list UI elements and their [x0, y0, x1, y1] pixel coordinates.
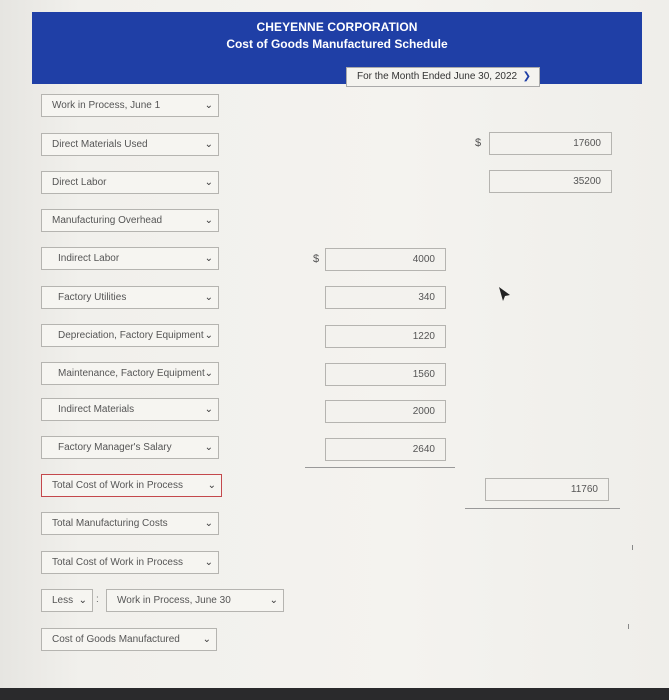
company-name: CHEYENNE CORPORATION: [256, 20, 418, 34]
select-label: Factory Manager's Salary: [58, 442, 172, 453]
chevron-down-icon: ⌄: [202, 634, 211, 645]
scroll-tick: [632, 545, 633, 550]
chevron-down-icon: ⌄: [204, 100, 213, 111]
colon-separator: :: [96, 594, 99, 605]
chevron-down-icon: ⌄: [204, 253, 213, 264]
dollar-sign: $: [475, 137, 482, 149]
less-select[interactable]: [41, 589, 93, 612]
amount-input-direct-labor[interactable]: 35200: [489, 170, 612, 193]
chevron-down-icon: ⌄: [207, 480, 216, 491]
select-label: Factory Utilities: [58, 292, 127, 303]
chevron-down-icon: ⌄: [204, 139, 213, 150]
amount-input-maintenance[interactable]: 1560: [325, 363, 446, 386]
amount-input-factory-manager-salary[interactable]: 2640: [325, 438, 446, 461]
label-select-manufacturing-overhead[interactable]: [41, 209, 219, 232]
select-label: Work in Process, June 30: [117, 595, 231, 606]
schedule-title: Cost of Goods Manufactured Schedule: [226, 37, 448, 51]
select-label: Depreciation, Factory Equipment: [58, 330, 204, 341]
amount-input-indirect-labor[interactable]: 4000: [325, 248, 446, 271]
label-select-indirect-materials[interactable]: [41, 398, 219, 421]
select-label: Indirect Materials: [58, 404, 135, 415]
label-select-total-cost-wip[interactable]: [41, 551, 219, 574]
dollar-sign: $: [313, 253, 320, 265]
chevron-down-icon: ⌄: [204, 330, 213, 341]
label-select-wip-june30[interactable]: [106, 589, 284, 612]
amount-input-factory-utilities[interactable]: 340: [325, 286, 446, 309]
schedule-header: [32, 12, 642, 84]
select-label: Total Manufacturing Costs: [52, 518, 168, 529]
chevron-down-icon: ⌄: [204, 292, 213, 303]
label-select-direct-labor[interactable]: [41, 171, 219, 194]
chevron-down-icon: ⌄: [204, 442, 213, 453]
select-label: Direct Materials Used: [52, 139, 148, 150]
select-label: Maintenance, Factory Equipment: [58, 368, 205, 379]
chevron-down-icon: ⌄: [269, 595, 278, 606]
select-label: Direct Labor: [52, 177, 107, 188]
label-select-depreciation[interactable]: [41, 324, 219, 347]
chevron-down-icon: ⌄: [78, 595, 87, 606]
select-label: Indirect Labor: [58, 253, 120, 264]
chevron-down-icon: ❯: [522, 71, 531, 82]
select-label: Cost of Goods Manufactured: [52, 634, 180, 645]
label-select-total-cost-wip-overhead[interactable]: [41, 474, 222, 497]
amount-input-depreciation[interactable]: 1220: [325, 325, 446, 348]
subtotal-rule: [305, 467, 455, 468]
period-select-value: For the Month Ended June 30, 2022: [357, 71, 518, 82]
amount-input-direct-materials-used[interactable]: 17600: [489, 132, 612, 155]
amount-input-indirect-materials[interactable]: 2000: [325, 400, 446, 423]
period-select[interactable]: [346, 67, 540, 87]
label-select-direct-materials-used[interactable]: [41, 133, 219, 156]
label-select-factory-utilities[interactable]: [41, 286, 219, 309]
scroll-tick: [628, 624, 629, 629]
chevron-down-icon: ⌄: [204, 215, 213, 226]
chevron-down-icon: ⌄: [204, 518, 213, 529]
amount-input-total-cost-wip-overhead[interactable]: 11760: [485, 478, 609, 501]
chevron-down-icon: ⌄: [204, 368, 213, 379]
chevron-down-icon: ⌄: [204, 404, 213, 415]
select-label: Total Cost of Work in Process: [52, 557, 183, 568]
total-rule: [465, 508, 620, 509]
label-select-cogm[interactable]: [41, 628, 217, 651]
label-select-factory-manager-salary[interactable]: [41, 436, 219, 459]
label-select-maintenance[interactable]: [41, 362, 219, 385]
chevron-down-icon: ⌄: [204, 557, 213, 568]
select-label: Total Cost of Work in Process: [52, 480, 183, 491]
bottom-bar: [0, 688, 669, 700]
label-select-indirect-labor[interactable]: [41, 247, 219, 270]
mouse-cursor-icon: [496, 286, 512, 304]
label-select-wip-june1[interactable]: [41, 94, 219, 117]
select-label: Work in Process, June 1: [52, 100, 161, 111]
select-label: Less: [52, 595, 74, 606]
select-label: Manufacturing Overhead: [52, 215, 163, 226]
label-select-total-manufacturing-costs[interactable]: [41, 512, 219, 535]
chevron-down-icon: ⌄: [204, 177, 213, 188]
